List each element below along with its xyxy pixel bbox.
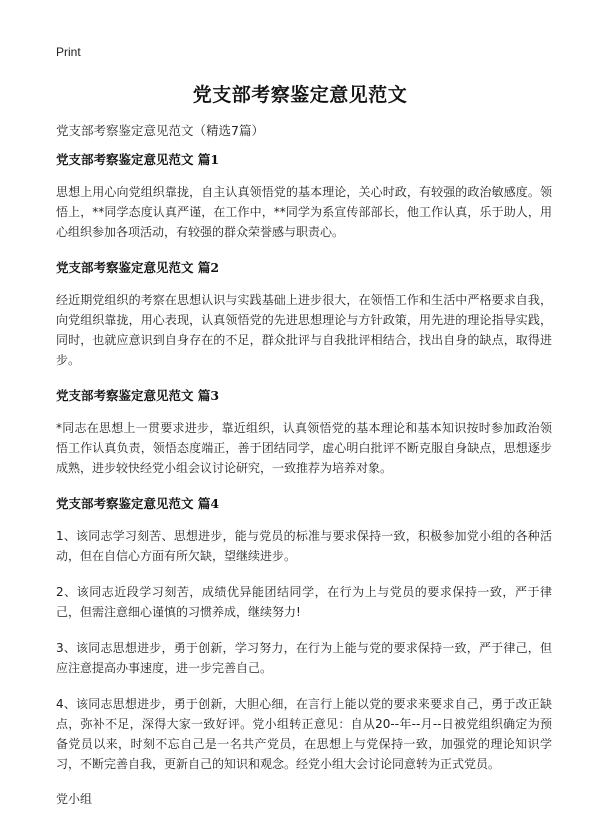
section-heading: 党支部考察鉴定意见范文 篇1	[56, 152, 220, 167]
section-paragraph: 经近期党组织的考察在思想认识与实践基础上进步很大，在领悟工作和生活中严格要求自我，向党组织靠拢，用心表现，认真领悟党的先进思想理论与方针政策，用先进的理论指导实践，同时，也就应意识到自身存在的不足，群众批评与自我批评相结合，找出自身的缺点，取得进步。	[56, 293, 552, 367]
section-paragraph: 3、该同志思想进步，勇于创新，学习努力，在行为上能与党的要求保持一致，严于律己，但应注意提高办事速度，进一步完善自己。	[56, 641, 552, 675]
section-4	[56, 494, 552, 774]
section-paragraph: 思想上用心向党组织靠拢，自主认真领悟党的基本理论，关心时政，有较强的政治敏感度。领悟上，**同学态度认真严谨，在工作中，**同学为系宣传部部长，他工作认真，乐于助人，用心组织参加各项活动，有较强的群众荣誉感与职责心。	[56, 185, 552, 239]
section-heading: 党支部考察鉴定意见范文 篇2	[56, 260, 220, 275]
document-body	[56, 150, 552, 807]
print-link[interactable]: Print	[56, 45, 81, 59]
section-paragraph: 4、该同志思想进步，勇于创新，大胆心细，在言行上能以党的要求来要求自己，勇于改正缺点，弥补不足，深得大家一致好评。党小组转正意见：自从20--年--月--日被党组织确定为预备党员以来，时刻不忘自己是一名共产党员，在思想上与党保持一致，加强党的理论知识学习，不断完善自我，更新自己的知识和观念。经党小组大会讨论同意转为正式党员。	[56, 697, 552, 771]
section-paragraph: *同志在思想上一贯要求进步，靠近组织，认真领悟党的基本理论和基本知识按时参加政治领悟工作认真负责，领悟态度端正，善于团结同学，虚心明白批评不断克服自身缺点，思想逐步成熟，进步较快经党小组会议讨论研究，一致推荐为培养对象。	[56, 421, 552, 475]
section-heading: 党支部考察鉴定意见范文 篇4	[56, 496, 220, 511]
section-paragraph: 2、该同志近段学习刻苦，成绩优异能团结同学，在行为上与党员的要求保持一致，严于律己，但需注意细心谨慎的习惯养成，继续努力!	[56, 585, 552, 619]
section-3	[56, 386, 552, 478]
section-1	[56, 150, 552, 242]
document-title: 党支部考察鉴定意见范文	[192, 84, 408, 106]
section-2	[56, 258, 552, 370]
section-paragraph: 1、该同志学习刻苦、思想进步，能与党员的标准与要求保持一致，积极参加党小组的各种活动，但在自信心方面有所欠缺，望继续进步。	[56, 529, 552, 563]
document-subtitle: 党支部考察鉴定意见范文（精选7篇）	[56, 123, 264, 138]
section-heading: 党支部考察鉴定意见范文 篇3	[56, 388, 220, 403]
signature: 党小组	[56, 792, 93, 806]
